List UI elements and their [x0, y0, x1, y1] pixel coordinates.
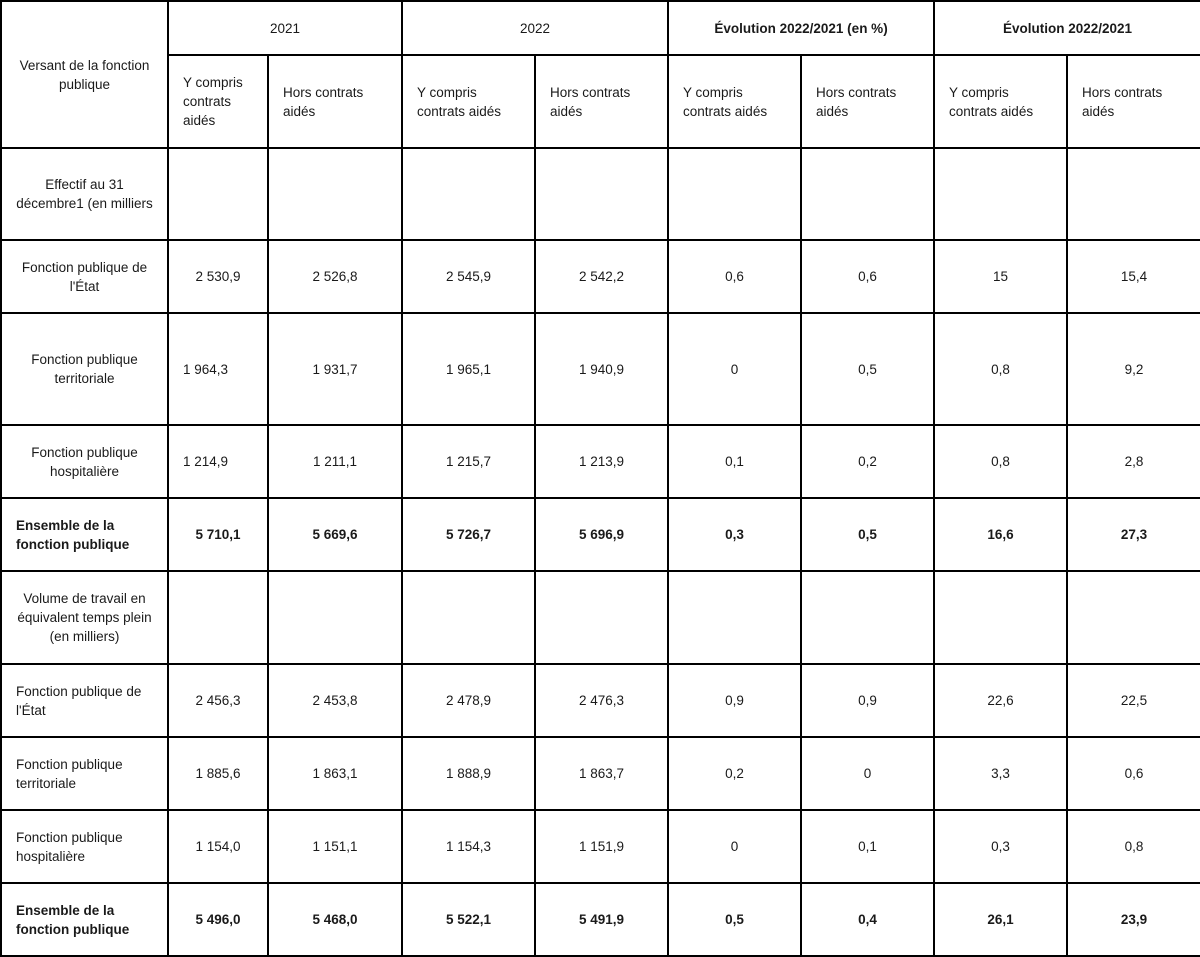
value-cell: 0,3: [668, 498, 801, 571]
group-header-evolution-pct: Évolution 2022/2021 (en %): [668, 1, 934, 55]
value-cell: 1 940,9: [535, 313, 668, 425]
value-cell: 5 710,1: [168, 498, 268, 571]
table-row: [1, 810, 1200, 883]
value-cell: 0,5: [801, 313, 934, 425]
value-cell: 3,3: [934, 737, 1067, 810]
value-cell: 9,2: [1067, 313, 1200, 425]
table-row: [1, 240, 1200, 313]
subheader-cell: Hors contrats aidés: [1067, 55, 1200, 148]
value-cell: 15,4: [1067, 240, 1200, 313]
subheader-cell: Y compris contrats aidés: [168, 55, 268, 148]
value-cell: 5 696,9: [535, 498, 668, 571]
row-label: Fonction publique de l'État: [1, 664, 168, 737]
value-cell: 2 526,8: [268, 240, 402, 313]
table-row: [1, 737, 1200, 810]
empty-cell: [402, 571, 535, 664]
value-cell: 0: [668, 810, 801, 883]
value-cell: 2 478,9: [402, 664, 535, 737]
value-cell: 1 885,6: [168, 737, 268, 810]
row-label: Ensemble de la fonction publique: [1, 883, 168, 956]
value-cell: 1 154,3: [402, 810, 535, 883]
group-header-2021: 2021: [168, 1, 402, 55]
value-cell: 26,1: [934, 883, 1067, 956]
value-cell: 1 151,1: [268, 810, 402, 883]
value-cell: 1 215,7: [402, 425, 535, 498]
table-row: [1, 425, 1200, 498]
value-cell: 5 669,6: [268, 498, 402, 571]
subheader-cell: Hors contrats aidés: [801, 55, 934, 148]
value-cell: 5 496,0: [168, 883, 268, 956]
row-label-header: Versant de la fonction publique: [1, 1, 168, 148]
empty-cell: [1067, 571, 1200, 664]
value-cell: 2,8: [1067, 425, 1200, 498]
empty-cell: [168, 571, 268, 664]
value-cell: 5 726,7: [402, 498, 535, 571]
value-cell: 15: [934, 240, 1067, 313]
value-cell: 0: [668, 313, 801, 425]
value-cell: 5 491,9: [535, 883, 668, 956]
empty-cell: [934, 148, 1067, 240]
value-cell: 2 542,2: [535, 240, 668, 313]
value-cell: 0,5: [801, 498, 934, 571]
value-cell: 1 154,0: [168, 810, 268, 883]
empty-cell: [168, 148, 268, 240]
value-cell: 1 214,9: [168, 425, 268, 498]
value-cell: 0,8: [934, 313, 1067, 425]
row-label: Fonction publique territoriale: [1, 737, 168, 810]
header-row-subcolumns: [1, 55, 1200, 148]
value-cell: 1 151,9: [535, 810, 668, 883]
value-cell: 5 522,1: [402, 883, 535, 956]
value-cell: 16,6: [934, 498, 1067, 571]
empty-cell: [668, 571, 801, 664]
empty-cell: [1067, 148, 1200, 240]
value-cell: 1 863,1: [268, 737, 402, 810]
empty-cell: [268, 148, 402, 240]
section-title-row: [1, 148, 1200, 240]
row-label: Fonction publique de l'État: [1, 240, 168, 313]
value-cell: 1 931,7: [268, 313, 402, 425]
value-cell: 0,2: [668, 737, 801, 810]
value-cell: 1 211,1: [268, 425, 402, 498]
value-cell: 0,8: [934, 425, 1067, 498]
empty-cell: [801, 571, 934, 664]
value-cell: 5 468,0: [268, 883, 402, 956]
subheader-cell: Y compris contrats aidés: [934, 55, 1067, 148]
row-label: Fonction publique hospitalière: [1, 810, 168, 883]
value-cell: 1 213,9: [535, 425, 668, 498]
value-cell: 0,6: [668, 240, 801, 313]
subheader-cell: Hors contrats aidés: [268, 55, 402, 148]
empty-cell: [801, 148, 934, 240]
value-cell: 0,1: [801, 810, 934, 883]
value-cell: 0,6: [1067, 737, 1200, 810]
value-cell: 0,5: [668, 883, 801, 956]
total-row: [1, 883, 1200, 956]
empty-cell: [535, 571, 668, 664]
value-cell: 2 453,8: [268, 664, 402, 737]
value-cell: 0,9: [801, 664, 934, 737]
value-cell: 1 888,9: [402, 737, 535, 810]
empty-cell: [535, 148, 668, 240]
row-label: Ensemble de la fonction publique: [1, 498, 168, 571]
section-title-row: [1, 571, 1200, 664]
value-cell: 0,9: [668, 664, 801, 737]
empty-cell: [668, 148, 801, 240]
table-row: [1, 664, 1200, 737]
value-cell: 0,1: [668, 425, 801, 498]
group-header-evolution: Évolution 2022/2021: [934, 1, 1200, 55]
value-cell: 1 863,7: [535, 737, 668, 810]
value-cell: 0,4: [801, 883, 934, 956]
section-title: Volume de travail en équivalent temps plein (en milliers): [1, 571, 168, 664]
subheader-cell: Hors contrats aidés: [535, 55, 668, 148]
value-cell: 27,3: [1067, 498, 1200, 571]
value-cell: 0,3: [934, 810, 1067, 883]
subheader-cell: Y compris contrats aidés: [402, 55, 535, 148]
header-row-years: [1, 1, 1200, 55]
value-cell: 22,5: [1067, 664, 1200, 737]
empty-cell: [402, 148, 535, 240]
value-cell: 2 545,9: [402, 240, 535, 313]
value-cell: 2 456,3: [168, 664, 268, 737]
empty-cell: [268, 571, 402, 664]
value-cell: 1 964,3: [168, 313, 268, 425]
subheader-cell: Y compris contrats aidés: [668, 55, 801, 148]
empty-cell: [934, 571, 1067, 664]
value-cell: 1 965,1: [402, 313, 535, 425]
value-cell: 2 530,9: [168, 240, 268, 313]
value-cell: 0,2: [801, 425, 934, 498]
total-row: [1, 498, 1200, 571]
section-title: Effectif au 31 décembre1 (en milliers: [1, 148, 168, 240]
table-row: [1, 313, 1200, 425]
value-cell: 22,6: [934, 664, 1067, 737]
row-label: Fonction publique hospitalière: [1, 425, 168, 498]
value-cell: 23,9: [1067, 883, 1200, 956]
value-cell: 2 476,3: [535, 664, 668, 737]
value-cell: 0,6: [801, 240, 934, 313]
value-cell: 0,8: [1067, 810, 1200, 883]
group-header-2022: 2022: [402, 1, 668, 55]
row-label: Fonction publique territoriale: [1, 313, 168, 425]
value-cell: 0: [801, 737, 934, 810]
